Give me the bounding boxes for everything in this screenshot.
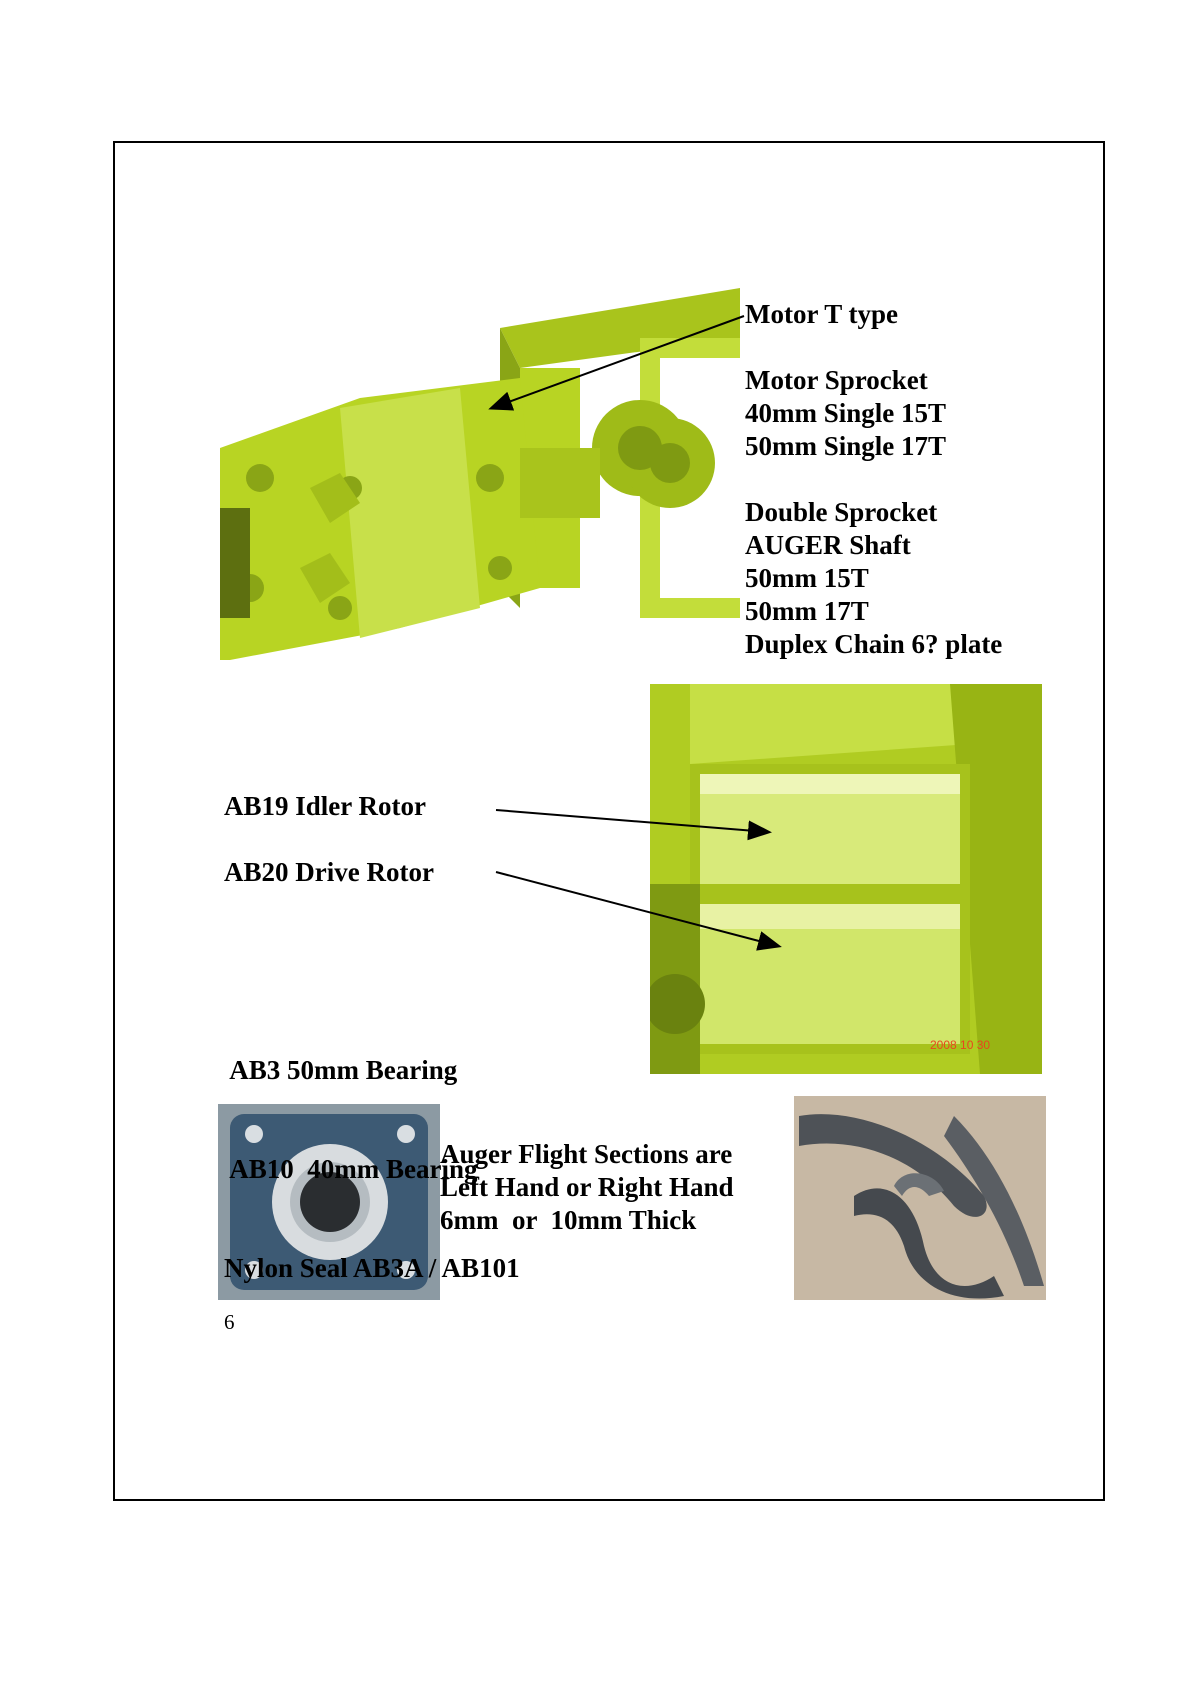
motor-sprocket-line: 40mm Single 15T bbox=[745, 398, 947, 428]
auger-photo bbox=[794, 1096, 1046, 1300]
page-number: 6 bbox=[224, 1310, 235, 1334]
auger-line: 6mm or 10mm Thick bbox=[440, 1205, 697, 1235]
motor-sprocket-heading: Motor Sprocket bbox=[745, 365, 928, 395]
double-sprocket-line: 50mm 17T bbox=[745, 596, 869, 626]
motor-photo bbox=[220, 288, 740, 660]
double-sprocket-line: 50mm 15T bbox=[745, 563, 869, 593]
drive-rotor-label: AB20 Drive Rotor bbox=[224, 857, 434, 887]
motor-callout bbox=[745, 298, 1002, 661]
motor-sprocket-line: 50mm Single 17T bbox=[745, 431, 947, 461]
idler-rotor-label: AB19 Idler Rotor bbox=[224, 791, 426, 821]
auger-line: Left Hand or Right Hand bbox=[440, 1172, 734, 1202]
double-sprocket-heading: Double Sprocket bbox=[745, 497, 938, 527]
auger-line: Auger Flight Sections are bbox=[440, 1139, 733, 1169]
bearing-line: AB10 40mm Bearing bbox=[224, 1154, 478, 1184]
rotor-photo bbox=[650, 684, 1042, 1074]
double-sprocket-line: AUGER Shaft bbox=[745, 530, 911, 560]
bearing-line: Nylon Seal AB3A / AB101 bbox=[224, 1253, 520, 1283]
bearing-line: AB3 50mm Bearing bbox=[224, 1055, 458, 1085]
double-sprocket-line: Duplex Chain 6? plate bbox=[745, 629, 1003, 659]
motor-title: Motor T type bbox=[745, 299, 898, 329]
auger-callout bbox=[440, 1138, 734, 1237]
photo-datestamp: 2008 10 30 bbox=[930, 1038, 991, 1052]
